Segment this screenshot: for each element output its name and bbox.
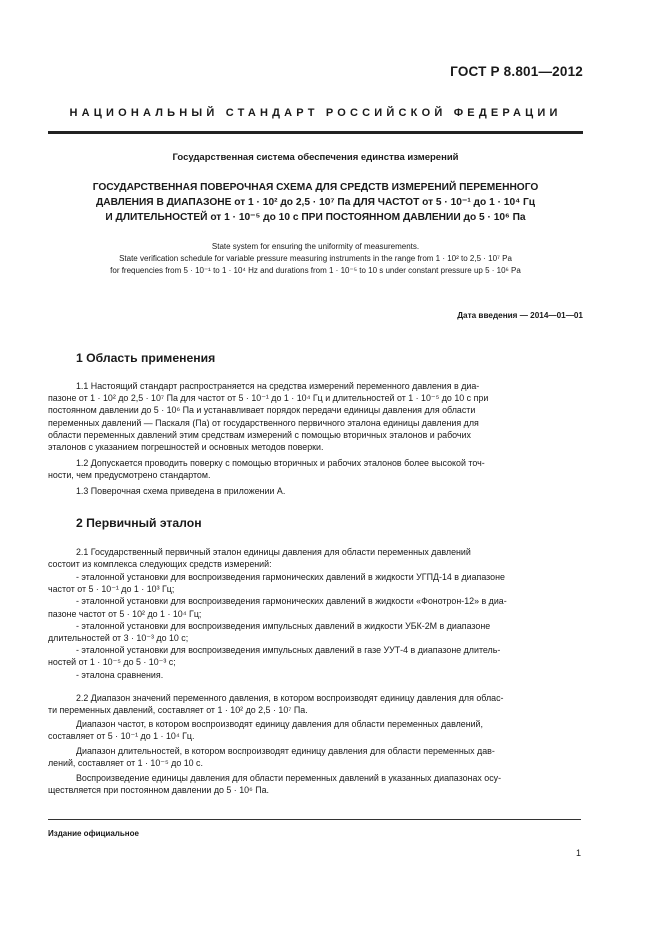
text-line: области переменных давлений этим средствам измерений с помощью вторичных эталонов и рабочих <box>48 429 471 440</box>
paragraph-frequency-range <box>48 718 583 742</box>
text-line: ности, чем предусмотрено стандартом. <box>48 470 211 481</box>
bullet-continuation: длительностей от 3 · 10⁻³ до 10 с; <box>48 633 189 644</box>
section-1-heading: 1 Область применения <box>76 351 216 365</box>
text-line: Воспроизведение единицы давления для области переменных давлений в указанных диапазонах осу- <box>76 773 502 783</box>
national-standard-banner: НАЦИОНАЛЬНЫЙ СТАНДАРТ РОССИЙСКОЙ ФЕДЕРАЦИИ <box>69 107 562 119</box>
english-line: State system for ensuring the uniformity of measurements. <box>211 242 420 251</box>
text-line: Диапазон длительностей, в котором воспроизводят единицу давления для области переменных дав- <box>76 746 495 756</box>
english-line: for frequencies from 5 · 10⁻¹ to 1 · 10⁴ Hz and durations from 1 · 10⁻⁵ to 10 s under constant pressure up 5 · 10⁶ Pa <box>110 266 521 276</box>
text-line: 1.3 Поверочная схема приведена в приложении А. <box>76 486 286 496</box>
bullet-item: - эталонной установки для воспроизведения импульсных давлений в жидкости УБК-2М в диапазоне <box>76 620 491 631</box>
header-rule <box>48 131 583 134</box>
text-line: эталонов с указанием погрешностей и основных методов поверки. <box>48 442 324 453</box>
paragraph-1-3 <box>48 485 583 497</box>
english-title <box>48 241 583 278</box>
bullet-item: - эталонной установки для воспроизведения гармонических давлений в жидкости «Фонотрон-12» в диа- <box>76 596 507 607</box>
title-line: ДАВЛЕНИЯ В ДИАПАЗОНЕ от 1 · 10² до 2,5 · 10⁷ Па ДЛЯ ЧАСТОТ от 5 · 10⁻¹ до 1 · 10⁴ Гц <box>95 197 536 208</box>
text-line: составляет от 5 · 10⁻¹ до 1 · 10⁴ Гц. <box>48 731 195 742</box>
text-line: 2.1 Государственный первичный эталон единицы давления для области переменных давлений <box>76 547 471 557</box>
paragraph-1-1 <box>48 380 583 453</box>
title-line: ГОСУДАРСТВЕННАЯ ПОВЕРОЧНАЯ СХЕМА ДЛЯ СРЕДСТВ ИЗМЕРЕНИЙ ПЕРЕМЕННОГО <box>92 182 539 193</box>
standard-code: ГОСТ Р 8.801—2012 <box>450 64 583 79</box>
bullet-list <box>48 571 583 681</box>
text-line: 2.2 Диапазон значений переменного давления, в котором воспроизводят единицу давления для облас- <box>76 693 504 703</box>
paragraph-2-1 <box>48 546 583 570</box>
bullet-item: - эталонной установки для воспроизведения импульсных давлений в газе УУТ-4 в диапазоне длитель- <box>76 645 501 656</box>
bullet-continuation: частот от 5 · 10⁻¹ до 1 · 10³ Гц; <box>48 584 175 595</box>
bullet-item: - эталона сравнения. <box>76 669 164 680</box>
title-line: И ДЛИТЕЛЬНОСТЕЙ от 1 · 10⁻⁵ до 10 с ПРИ ПОСТОЯННОМ ДАВЛЕНИИ до 5 · 10⁶ Па <box>105 212 526 223</box>
english-line: State verification schedule for variable pressure measuring instruments in the range from 1 · 10² to 2,5 · 10⁷ Pa <box>119 254 512 264</box>
text-line: Диапазон частот, в котором воспроизводят единицу давления для области переменных давлений, <box>76 719 483 729</box>
document-subtitle: Государственная система обеспечения единства измерений <box>172 152 459 163</box>
page-number: 1 <box>575 848 581 858</box>
text-line: переменных давлений — Паскаля (Па) от государственного первичного эталона единицы давления для <box>48 417 479 428</box>
paragraph-duration-range <box>48 745 583 769</box>
section-2-heading: 2 Первичный эталон <box>76 516 202 530</box>
text-line: 1.2 Допускается проводить поверку с помощью вторичных и рабочих эталонов более высокой точ- <box>76 458 485 468</box>
text-line: лений, составляет от 1 · 10⁻⁵ до 10 с. <box>48 758 203 769</box>
paragraph-1-2 <box>48 457 583 481</box>
bullet-continuation: ностей от 1 · 10⁻⁵ до 5 · 10⁻³ с; <box>48 657 176 668</box>
introduction-date: Дата введения — 2014—01—01 <box>457 311 583 320</box>
text-line: ти переменных давлений, составляет от 1 · 10² до 2,5 · 10⁷ Па. <box>48 705 308 716</box>
text-line: ществляется при постоянном давлении до 5 · 10⁶ Па. <box>48 785 270 796</box>
text-line: постоянном давлении до 5 · 10⁶ Па и устанавливает порядок передачи единицы давления для области <box>48 405 476 416</box>
edition-note: Издание официальное <box>48 829 139 838</box>
bullet-item: - эталонной установки для воспроизведения гармонических давлений в жидкости УГПД-14 в диапазоне <box>76 572 505 582</box>
text-line: состоит из комплекса следующих средств измерений: <box>48 559 272 570</box>
bullet-continuation: пазоне частот от 5 · 10² до 1 · 10⁴ Гц; <box>48 608 202 619</box>
text-line: пазоне от 1 · 10² до 2,5 · 10⁷ Па для частот от 5 · 10⁻¹ до 1 · 10⁴ Гц и длительностей от 1 · 10⁻⁵ до 10 с при <box>48 393 489 404</box>
text-line: 1.1 Настоящий стандарт распространяется на средства измерений переменного давления в диа- <box>76 381 480 391</box>
footer-rule <box>48 819 581 820</box>
document-title <box>48 180 583 225</box>
paragraph-2-2 <box>48 692 583 716</box>
paragraph-reproduction <box>48 772 583 796</box>
